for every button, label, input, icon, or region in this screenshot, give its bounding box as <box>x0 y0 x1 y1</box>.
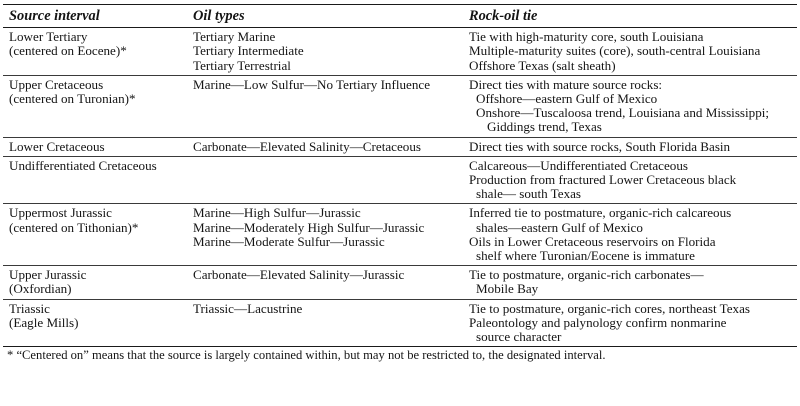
cell-rock-oil-tie <box>463 28 797 76</box>
cell-line: Tie to postmature, organic-rich cores, northeast Texas <box>469 300 751 316</box>
cell-line: Tertiary Intermediate <box>193 43 304 59</box>
cell-line: Upper Cretaceous <box>9 76 104 92</box>
cell-line: Tertiary Marine <box>193 29 276 45</box>
cell-source-interval <box>3 204 187 266</box>
cell-oil-types <box>187 28 463 76</box>
cell-line: Multiple-maturity suites (core), south-central Louisiana <box>469 43 761 59</box>
cell-line: Triassic <box>9 300 50 316</box>
cell-line: Marine—High Sulfur—Jurassic <box>193 205 361 221</box>
cell-line: Mobile Bay <box>476 281 539 297</box>
cell-line: (centered on Tithonian)* <box>9 219 139 235</box>
cell-source-interval <box>3 299 187 347</box>
cell-line: Tie to postmature, organic-rich carbonates— <box>469 267 704 283</box>
table-row <box>3 28 797 76</box>
header-row <box>3 5 797 28</box>
cell-line: Inferred tie to postmature, organic-rich calcareous <box>469 205 732 221</box>
cell-rock-oil-tie <box>463 266 797 299</box>
cell-line: shale— south Texas <box>476 186 582 202</box>
cell-line: Offshore Texas (salt sheath) <box>469 57 616 73</box>
cell-line: Marine—Low Sulfur—No Tertiary Influence <box>193 76 431 92</box>
cell-line: Undifferentiated Cretaceous <box>9 157 157 173</box>
cell-source-interval <box>3 28 187 76</box>
cell-oil-types <box>187 137 463 156</box>
cell-line: Upper Jurassic <box>9 267 87 283</box>
cell-line: Lower Cretaceous <box>9 138 105 154</box>
cell-line: Marine—Moderately High Sulfur—Jurassic <box>193 219 425 235</box>
table-row <box>3 156 797 204</box>
cell-line: Lower Tertiary <box>9 29 88 45</box>
cell-line: Tie with high-maturity core, south Louisiana <box>469 29 704 45</box>
cell-oil-types <box>187 299 463 347</box>
cell-line: Oils in Lower Cretaceous reservoirs on Florida <box>469 233 716 249</box>
table-row <box>3 75 797 137</box>
cell-source-interval <box>3 156 187 204</box>
cell-source-interval <box>3 266 187 299</box>
table-row <box>3 266 797 299</box>
cell-line: (Eagle Mills) <box>9 314 79 330</box>
cell-line: Carbonate—Elevated Salinity—Jurassic <box>193 267 405 283</box>
cell-rock-oil-tie <box>463 156 797 204</box>
cell-line: Tertiary Terrestrial <box>193 57 291 73</box>
cell-oil-types <box>187 75 463 137</box>
cell-line: Direct ties with mature source rocks: <box>469 76 663 92</box>
cell-line: Paleontology and palynology confirm nonmarine <box>469 314 727 330</box>
cell-source-interval <box>3 137 187 156</box>
cell-line: Carbonate—Elevated Salinity—Cretaceous <box>193 138 421 154</box>
cell-line: (Oxfordian) <box>9 281 72 297</box>
cell-line: Offshore—eastern Gulf of Mexico <box>476 91 658 107</box>
cell-line: source character <box>476 329 562 345</box>
cell-line: Calcareous—Undifferentiated Cretaceous <box>469 157 688 173</box>
header-rock-oil-tie: Rock-oil tie <box>463 5 797 28</box>
table-row <box>3 204 797 266</box>
header-source-interval: Source interval <box>3 5 187 28</box>
cell-line: Direct ties with source rocks, South Florida Basin <box>469 138 731 154</box>
cell-line: shelf where Turonian/Eocene is immature <box>476 248 695 264</box>
cell-oil-types <box>187 204 463 266</box>
cell-rock-oil-tie <box>463 75 797 137</box>
cell-line: Production from fractured Lower Cretaceous black <box>469 172 737 188</box>
cell-line: Triassic—Lacustrine <box>193 300 303 316</box>
cell-rock-oil-tie <box>463 204 797 266</box>
document-page <box>3 0 797 362</box>
table-row <box>3 137 797 156</box>
cell-rock-oil-tie <box>463 137 797 156</box>
cell-line: (centered on Eocene)* <box>9 43 127 59</box>
cell-rock-oil-tie <box>463 299 797 347</box>
cell-line: Uppermost Jurassic <box>9 205 112 221</box>
header-oil-types: Oil types <box>187 5 463 28</box>
footnote: * “Centered on” means that the source is largely contained within, but may not be restricted to, the designated interval. <box>7 348 606 363</box>
cell-oil-types <box>187 266 463 299</box>
source-oil-table <box>3 4 797 347</box>
cell-oil-types <box>187 156 463 204</box>
cell-line: (centered on Turonian)* <box>9 91 136 107</box>
cell-line: Marine—Moderate Sulfur—Jurassic <box>193 233 385 249</box>
cell-line: Giddings trend, Texas <box>487 119 602 135</box>
table-row <box>3 299 797 347</box>
cell-line: shales—eastern Gulf of Mexico <box>476 219 643 235</box>
cell-source-interval <box>3 75 187 137</box>
cell-line: Onshore—Tuscaloosa trend, Louisiana and Mississippi; <box>476 105 770 121</box>
